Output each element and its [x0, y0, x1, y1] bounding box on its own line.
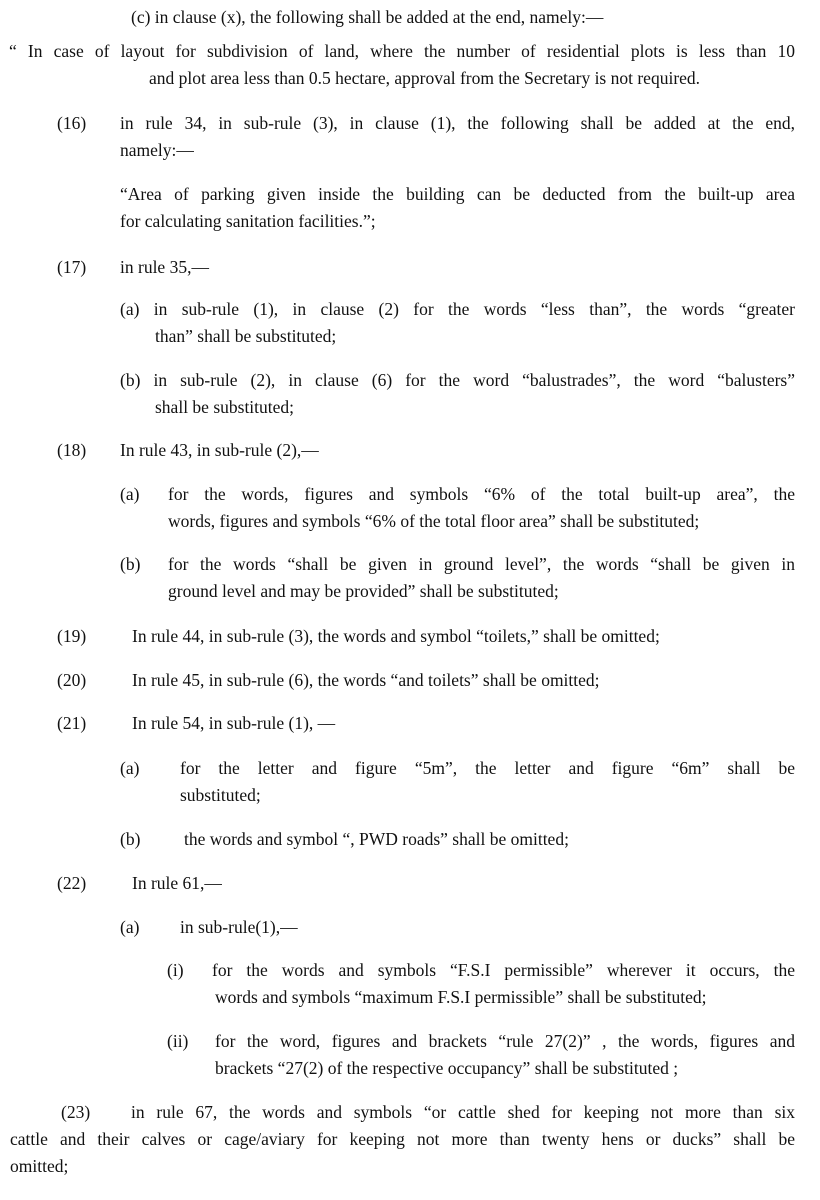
item-16-line-1: in rule 34, in sub-rule (3), in clause (1), the following shall be added at the end,: [120, 113, 795, 133]
item-19-text: In rule 44, in sub-rule (3), the words and symbol “toilets,” shall be omitted;: [132, 626, 660, 646]
item-18-b-label: (b): [120, 554, 141, 574]
item-18-b-line-1: for the words “shall be given in ground level”, the words “shall be given in: [168, 554, 795, 574]
item-18-a-label: (a): [120, 484, 140, 504]
item-21-a-line-1: for the letter and figure “5m”, the letter and figure “6m” shall be: [180, 758, 795, 778]
item-16-quote-1: “Area of parking given inside the building can be deducted from the built-up area: [120, 184, 795, 204]
clause-c-heading: (c) in clause (x), the following shall be added at the end, namely:—: [131, 7, 604, 27]
item-22-ii-line-2: brackets “27(2) of the respective occupancy” shall be substituted ;: [215, 1058, 679, 1078]
item-23-line-3: omitted;: [10, 1156, 69, 1176]
item-23-line-2: cattle and their calves or cage/aviary for keeping not more than twenty hens or ducks” shall be: [10, 1129, 795, 1149]
quote-line-1: “ In case of layout for subdivision of land, where the number of residential plots is less than 10: [9, 41, 795, 61]
item-21-b-label: (b): [120, 829, 141, 849]
item-22-i-label: (i): [167, 960, 184, 980]
item-number-22: (22): [57, 873, 87, 893]
item-18-heading: In rule 43, in sub-rule (2),—: [120, 440, 319, 460]
item-21-heading: In rule 54, in sub-rule (1), —: [132, 713, 336, 733]
item-17-a-line-1: (a) in sub-rule (1), in clause (2) for the words “less than”, the words “greater: [120, 299, 795, 319]
item-18-a-line-2: words, figures and symbols “6% of the total floor area” shall be substituted;: [168, 511, 700, 531]
item-22-ii-label: (ii): [167, 1031, 189, 1051]
item-number-18: (18): [57, 440, 87, 460]
item-number-19: (19): [57, 626, 87, 646]
item-number-16: (16): [57, 113, 87, 133]
item-23-line-1: in rule 67, the words and symbols “or cattle shed for keeping not more than six: [131, 1102, 795, 1122]
item-17-heading: in rule 35,—: [120, 257, 209, 277]
item-22-heading: In rule 61,—: [132, 873, 222, 893]
item-16-quote-2: for calculating sanitation facilities.”;: [120, 211, 376, 231]
item-number-20: (20): [57, 670, 87, 690]
item-22-ii-line-1: for the word, figures and brackets “rule 27(2)” , the words, figures and: [215, 1031, 795, 1051]
item-18-b-line-2: ground level and may be provided” shall be substituted;: [168, 581, 559, 601]
item-22-i-line-1: for the words and symbols “F.S.I permissible” wherever it occurs, the: [212, 960, 795, 980]
item-20-text: In rule 45, in sub-rule (6), the words “and toilets” shall be omitted;: [132, 670, 600, 690]
item-number-21: (21): [57, 713, 87, 733]
item-18-a-line-1: for the words, figures and symbols “6% of the total built-up area”, the: [168, 484, 795, 504]
item-21-b-line-1: the words and symbol “, PWD roads” shall be omitted;: [184, 829, 569, 849]
item-number-23: (23): [61, 1102, 91, 1122]
item-22-i-line-2: words and symbols “maximum F.S.I permissible” shall be substituted;: [215, 987, 707, 1007]
item-16-line-2: namely:—: [120, 140, 194, 160]
item-21-a-label: (a): [120, 758, 140, 778]
item-17-b-line-1: (b) in sub-rule (2), in clause (6) for the word “balustrades”, the word “balusters”: [120, 370, 795, 390]
item-17-b-line-2: shall be substituted;: [155, 397, 295, 417]
item-number-17: (17): [57, 257, 87, 277]
item-17-a-line-2: than” shall be substituted;: [155, 326, 337, 346]
item-22-a-label: (a): [120, 917, 140, 937]
quote-line-2: and plot area less than 0.5 hectare, approval from the Secretary is not required.: [149, 68, 701, 88]
item-22-a-heading: in sub-rule(1),—: [180, 917, 298, 937]
item-21-a-line-2: substituted;: [180, 785, 261, 805]
